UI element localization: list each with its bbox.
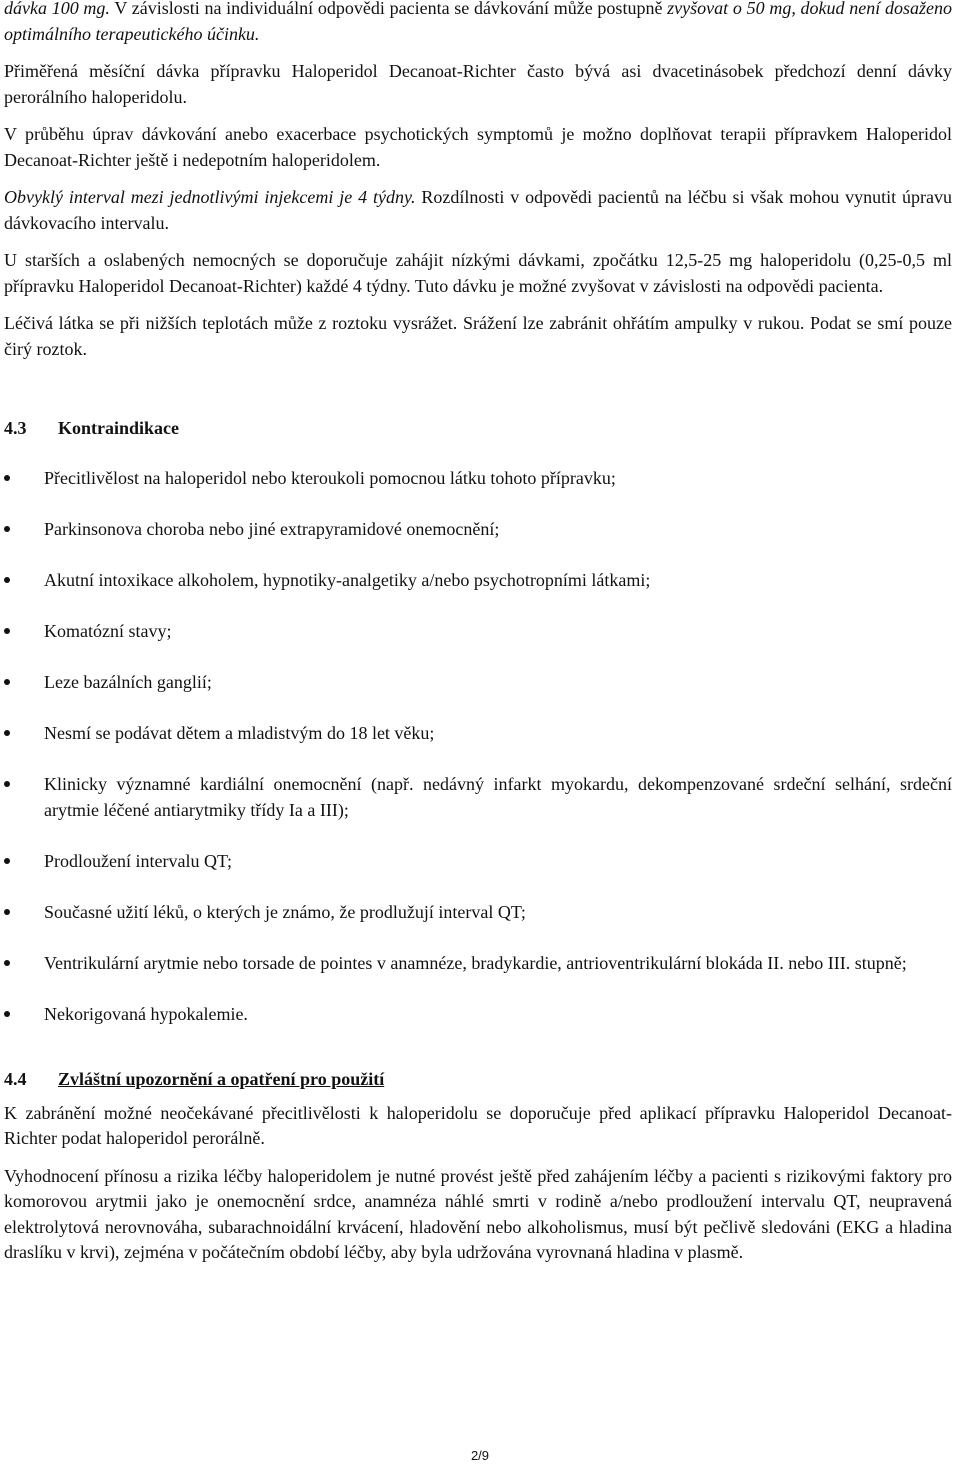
bullet-icon (4, 526, 10, 532)
list-item (4, 721, 952, 747)
list-item-text: Současné užití léků, o kterých je známo, že prodlužují interval QT; (44, 901, 526, 922)
bullet-icon (4, 858, 10, 864)
paragraph-injection-interval (4, 185, 952, 236)
paragraph-dose-adjustment: V průběhu úprav dávkování anebo exacerbace psychotických symptomů je možno doplňovat terapii přípravkem Haloperidol Decanoat-Richter ještě i nedepotním haloperidolem. (4, 124, 952, 170)
section-heading-warnings (4, 1067, 952, 1093)
list-item-text: Ventrikulární arytmie nebo torsade de pointes v anamnéze, bradykardie, antrioventrikulární blokáda II. nebo III. stupně; (44, 952, 907, 973)
paragraph-monthly-dose: Přiměřená měsíční dávka přípravku Haloperidol Decanoat-Richter často bývá asi dvacetinásobek předchozí denní dávky perorálního haloperidolu. (4, 61, 952, 107)
list-item-text: Komatózní stavy; (44, 620, 172, 641)
document-page (4, 0, 952, 1266)
list-item (4, 670, 952, 696)
list-item (4, 849, 952, 875)
section-number: 4.3 (4, 418, 27, 438)
list-item-text: Leze bazálních ganglií; (44, 671, 212, 692)
italic-text: zvyšovat o 50 mg, dokud není dosaženo optimálního terapeutického účinku. (4, 0, 952, 44)
bullet-icon (4, 628, 10, 634)
list-item-text: Nesmí se podávat dětem a mladistvým do 18 let věku; (44, 722, 435, 743)
list-item (4, 517, 952, 543)
list-item-text: Klinicky významné kardiální onemocnění (např. nedávný infarkt myokardu, dekompenzované srdeční selhání, srdeční arytmie léčené antiarytmiky třídy Ia a III); (44, 774, 952, 820)
list-item (4, 466, 952, 492)
bullet-icon (4, 1011, 10, 1017)
list-item-text: Parkinsonova choroba nebo jiné extrapyramidové onemocnění; (44, 518, 500, 539)
paragraph-hypersensitivity: K zabránění možné neočekávané přecitlivělosti k haloperidolu se doporučuje před aplikací přípravku Haloperidol Decanoat-Richter podat haloperidol perorálně. (4, 1102, 952, 1149)
list-item-text: Prodloužení intervalu QT; (44, 850, 232, 871)
italic-text: Obvyklý interval mezi jednotlivými injekcemi je 4 týdny. (4, 187, 416, 207)
list-item (4, 951, 952, 977)
bullet-icon (4, 679, 10, 685)
bullet-icon (4, 577, 10, 583)
paragraph-text: Rozdílnosti v odpovědi pacientů na léčbu si však mohou vynutit úpravu dávkovacího intervalu. (4, 187, 952, 233)
bullet-icon (4, 781, 10, 787)
paragraph-risk-assessment: Vyhodnocení přínosu a rizika léčby haloperidolem je nutné provést ještě před zahájením léčby a pacienti s rizikovými faktory pro komorovou arytmii jako je onemocnění srdce, anamnéza náhlé smrti v rodině a/nebo prodloužení intervalu QT, neupravená elektrolytová nerovnováha, subarachnoidální krvácení, hladovění nebo alkoholismus, musí být pečlivě sledováni (EKG a hladina draslíku v krvi), zejména v počátečním období léčby, aby byla udržována vyrovnaná hladina v plasmě. (4, 1165, 952, 1263)
list-item-text: Akutní intoxikace alkoholem, hypnotiky-analgetiky a/nebo psychotropními látkami; (44, 569, 651, 590)
list-item (4, 772, 952, 823)
bullet-icon (4, 909, 10, 915)
section-heading-contraindications (4, 416, 952, 442)
bullet-icon (4, 960, 10, 966)
section-title: Zvláštní upozornění a opatření pro použití (58, 1069, 385, 1090)
paragraph-elderly-patients: U starších a oslabených nemocných se doporučuje zahájit nízkými dávkami, zpočátku 12,5-25 mg haloperidolu (0,25-0,5 ml přípravku Haloperidol Decanoat-Richter) každé 4 týdny. Tuto dávku je možné zvyšovat v závislosti na odpovědi pacienta. (4, 250, 952, 296)
paragraph-precipitation: Léčivá látka se při nižších teplotách může z roztoku vysrážet. Srážení lze zabránit ohřátím ampulky v rukou. Podat se smí pouze čirý roztok. (4, 313, 952, 359)
list-item (4, 1002, 952, 1028)
contraindications-list (4, 466, 952, 1028)
paragraph-dose-increase (4, 0, 952, 47)
list-item-text: Nekorigovaná hypokalemie. (44, 1003, 248, 1024)
bullet-icon (4, 475, 10, 481)
paragraph-text: V závislosti na individuální odpovědi pacienta se dávkování může postupně (109, 0, 668, 18)
list-item-text: Přecitlivělost na haloperidol nebo kteroukoli pomocnou látku tohoto přípravku; (44, 467, 616, 488)
section-title: Kontraindikace (58, 418, 180, 438)
list-item (4, 568, 952, 594)
italic-text: dávka 100 mg. (4, 0, 110, 18)
list-item (4, 900, 952, 926)
page-number: 2/9 (470, 1448, 490, 1463)
list-item (4, 619, 952, 645)
bullet-icon (4, 730, 10, 736)
section-number: 4.4 (4, 1069, 27, 1090)
